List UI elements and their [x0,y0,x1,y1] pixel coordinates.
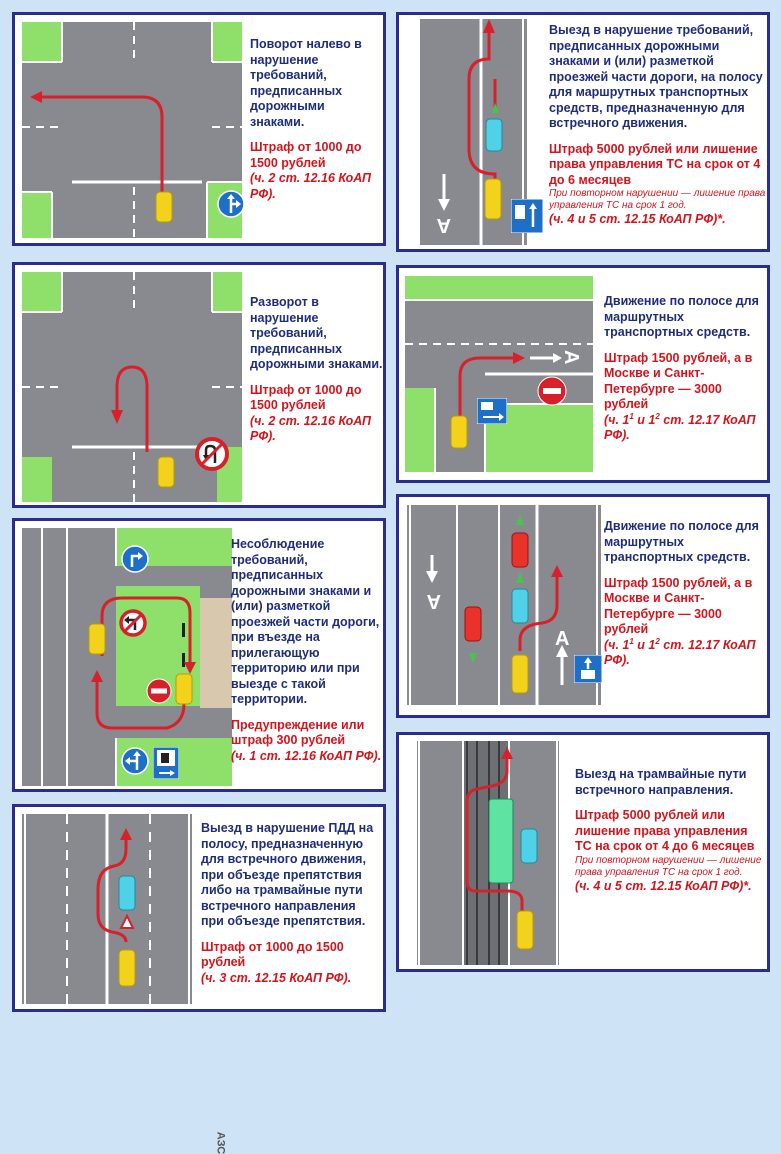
law-reference: (ч. $1^1$ и $1^2$ ст. 12.17 КоАП РФ). [604,636,756,667]
scene-left-turn [22,22,242,238]
card-title: Разворот в нарушение требований, предписанных дорожными знаками. [250,295,383,371]
svg-text:А: А [555,628,570,650]
car [89,624,105,654]
grass-corner [212,22,242,62]
law-reference: (ч. 3 ст. 12.15 КоАП РФ). [201,970,352,985]
car [158,457,174,487]
law-reference: (ч. 1 ст. 12.16 КоАП РФ). [231,748,382,763]
fine-text: Штраф 5000 рублей или лишение права управления ТС на срок от 4 до 6 месяцев [575,808,755,853]
card-obstacle-bypass [12,804,386,1012]
card-text [604,294,764,444]
sign-straight-or-right-icon [217,190,245,218]
card-title: Движение по полосе для маршрутных транспортных средств. [604,294,759,339]
svg-text:А: А [436,214,451,236]
scene-obstacle-bypass [22,814,192,1004]
sign-bus-lane-icon [477,398,507,424]
fine-text: Штраф 5000 рублей или лишение права управления ТС на срок от 4 до 6 месяцев [549,141,761,187]
card-title: Выезд в нарушение требований, предписанных дорожными знаками и (или) разметкой проезжей части дороги, на полосу для маршрутных транспортных средств, предназначенную для встречного движения. [549,23,763,130]
sign-right-turn-icon [121,545,149,573]
fine-text: Штраф 1500 рублей, а в Москве и Санкт-Петербурге — 3000 рублей [604,575,753,636]
card-title: Выезд на трамвайные пути встречного направления. [575,767,747,797]
car [512,589,528,623]
azs-label: АЗС [214,1131,227,1154]
car [486,119,502,151]
car [485,179,501,219]
sign-bus-lane-icon [574,655,602,683]
grass-corner [22,22,62,62]
repeat-violation-note: При повторном нарушении — лишение права управления ТС на срок 1 год. [549,188,766,211]
card-title: Выезд в нарушение ПДД на полосу, предназначенную для встречного движения, при объезде препятствия либо на трамвайные пути встречного направления при объезде препятствия. [201,821,374,928]
fine-text: Штраф 1500 рублей, а в Москве и Санкт-Петербурге — 3000 рублей [604,350,753,411]
car [512,655,528,693]
card-text [575,767,765,894]
car [451,416,467,448]
card-tram-tracks [396,732,770,972]
fine-text: Штраф от 1000 до 1500 рублей [201,939,344,969]
card-text [231,537,386,764]
card-bus-lane-straight [396,494,770,718]
warning-triangle-icon [121,916,133,928]
card-text [250,37,380,202]
car [176,674,192,704]
car [512,533,528,567]
law-reference: (ч. 4 и 5 ст. 12.15 КоАП РФ)*. [575,878,752,893]
sign-straight-or-left-icon [121,747,149,775]
no-left-turn-sign-icon [119,609,147,637]
card-text [549,23,769,228]
law-reference: (ч. 2 ст. 12.16 КоАП РФ). [250,413,371,443]
card-left-turn [12,12,386,246]
car [521,829,537,863]
card-u-turn [12,262,386,508]
svg-text:А: А [560,350,582,365]
card-title: Несоблюдение требований, предписанных дорожными знаками и (или) разметкой проезжей части дороги, при въезде на прилегающую территорию или при выезде с такой территории. [231,537,380,706]
fine-text: Штраф от 1000 до 1500 рублей [250,382,362,412]
no-entry-sign-icon [537,376,567,406]
card-title: Поворот налево в нарушение требований, предписанных дорожными знаками. [250,37,362,129]
route-arrow [117,367,147,452]
tram [489,799,513,883]
no-u-turn-sign-icon [195,437,229,471]
card-bus-lane-turn [396,265,770,483]
fine-text: Штраф от 1000 до 1500 рублей [250,140,362,170]
car [517,911,533,949]
grass-corner [22,192,52,238]
law-reference: (ч. $1^1$ и $1^2$ ст. 12.17 КоАП РФ). [604,411,756,442]
fine-text: Предупреждение или штраф 300 рублей [231,717,365,747]
card-text [201,821,381,986]
scene-bus-lane-straight [407,505,601,705]
route-arrow [37,97,162,192]
car [156,192,172,222]
card-text [250,295,385,445]
no-entry-sign-icon [146,678,172,704]
car [119,950,135,986]
car [465,607,481,641]
sign-bus-lane-icon [511,199,543,233]
repeat-violation-note: При повторном нарушении — лишение права управления ТС на срок 1 год. [575,854,762,878]
law-reference: (ч. 4 и 5 ст. 12.15 КоАП РФ)*. [549,212,726,226]
svg-text:А: А [426,590,441,612]
scene-bus-lane-turn [405,276,593,472]
car [119,876,135,910]
law-reference: (ч. 2 ст. 12.16 КоАП РФ). [250,171,371,201]
card-title: Движение по полосе для маршрутных транспортных средств. [604,519,759,564]
card-bus-lane-oncoming [396,12,770,252]
card-text [604,519,764,669]
scene-tram-tracks [417,741,559,965]
fuel-station-sign-icon [153,747,179,779]
